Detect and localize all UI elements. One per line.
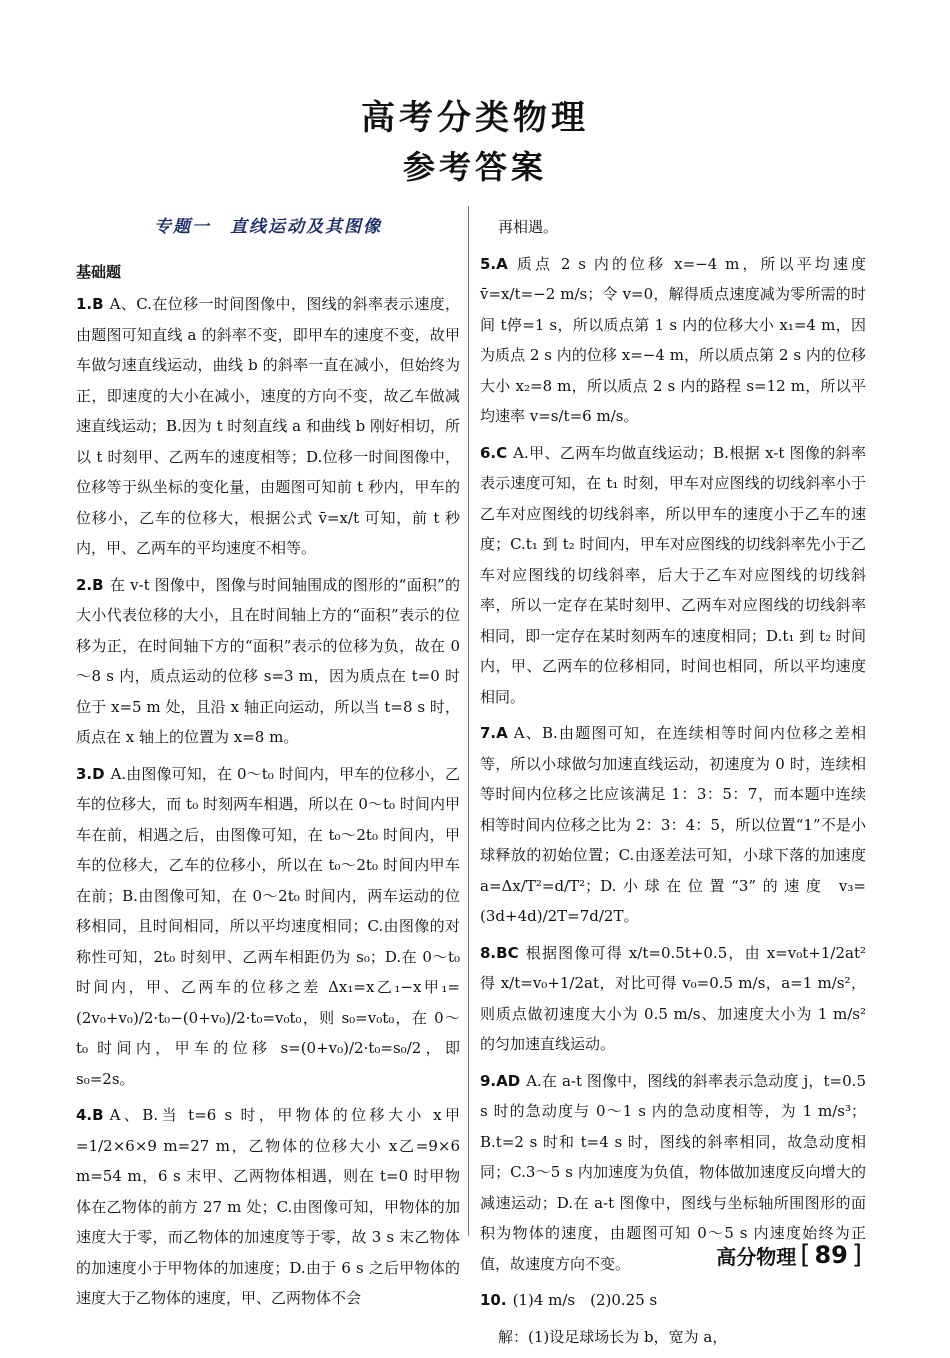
item-text: (1)4 m/s (2)0.25 s [512, 1291, 658, 1309]
item-answer: AD [496, 1071, 521, 1090]
answer-item [76, 289, 460, 564]
footer-bracket-close: ] [851, 1240, 862, 1270]
answer-item [76, 1100, 460, 1314]
item-answer: A [496, 724, 508, 742]
answer-item [480, 718, 866, 932]
item-number: 4. [76, 1106, 93, 1124]
item-answer: C [496, 443, 508, 462]
answer-item [480, 438, 866, 713]
item-number: 10. [480, 1291, 507, 1309]
item-text: A、B.由题图可知，在连续相等时间内位移之差相等，所以小球做匀加速直线运动，初速度为 0 时，连续相等时间内位移之比应该满足 1：3：5：7，而本题中连续相等时间内位移之比为 2：3：4：5，所以位置“1”不是小球释放的初始位置；C.由逐差法可知，小球下落的加速度 a=Δx/T²=d/T²；D.小球在位置“3”的速度 v₃=(3d+4d)/2T=7d/2T。 [480, 724, 866, 925]
item-answer: B [92, 295, 104, 313]
item-number: 3. [76, 764, 93, 783]
item-text: 质点 2 s 内的位移 x=−4 m，所以平均速度 v̄=x/t=−2 m/s；令 v=0，解得质点速度减为零所需的时间 t停=1 s，所以质点第 1 s 内的位移大小 x₁=4 m，因为质点 2 s 内的位移 x=−4 m，所以质点第 2 s 内的位移大小 x₂=8 m，所以质点 2 s 内的路程 s=12 m，所以平均速率 v=s/t=6 m/s。 [480, 254, 866, 425]
section-title: 专题一 直线运动及其图像 [154, 217, 382, 237]
item-answer: B [92, 1106, 104, 1124]
item-number: 8. [480, 943, 497, 962]
footer-label: 高分物理 [716, 1244, 797, 1269]
item-text: A.由图像可知，在 0～t₀ 时间内，甲车的位移小，乙车的位移大，而 t₀ 时刻两车相遇，所以在 0～t₀ 时间内甲车在前，相遇之后，由图像可知，在 t₀～2t₀ 时间内，甲车的位移大，乙车的位移小，所以在 t₀～2t₀ 时间内甲车在前；B.由图像可知，在 0～2t₀ 时间内，两车运动的位移相同，且时间相同，所以平均速度相同；C.由图像的对称性可知，2t₀ 时刻甲、乙两车相距仍为 s₀；D.在 0～t₀ 时间内，甲、乙两车的位移之差 Δx₁=x乙₁−x甲₁=(2v₀+v₀)/2·t₀−(0+v₀)/2·t₀=v₀t₀，则 s₀=v₀t₀，在 0～t₀ 时间内，甲车的位移 s=(0+v₀)/2·t₀=s₀/2，即 s₀=2s。 [76, 764, 460, 1088]
page-footer [716, 1240, 862, 1270]
answer-item [76, 759, 460, 1095]
answer-item [480, 1285, 866, 1316]
answer-item [480, 249, 866, 432]
item-text: A.在 a-t 图像中，图线的斜率表示急动度 j，t=0.5 s 时的急动度与 0～1 s 内的急动度相等，为 1 m/s³；B.t=2 s 时和 t=4 s 时，图线的斜率相同，故急动度相同；C.3～5 s 内加速度为负值，物体做加速度反向增大的减速运动；D.在 a-t 图像中，图线与坐标轴所围图形的面积为物体的速度，由题图可知 0～5 s 内速度始终为正值，故速度方向不变。 [480, 1071, 866, 1273]
item-number: 2. [76, 575, 93, 594]
answer-item [480, 938, 866, 1060]
left-column [76, 212, 460, 1320]
item-number: 1. [76, 295, 93, 313]
item-text: A、B.当 t=6 s 时，甲物体的位移大小 x甲=1/2×6×9 m=27 m，乙物体的位移大小 x乙=9×6 m=54 m，6 s 末甲、乙两物体相遇，则在 t=0 时甲物体在乙物体的前方 27 m 处；C.由图像可知，甲物体的加速度大于零，而乙物体的加速度等于零，故 3 s 末乙物体的加速度小于甲物体的加速度；D.由于 6 s 之后甲物体的速度大于乙物体的速度，甲、乙两物体不会 [76, 1106, 460, 1307]
item-answer: D [92, 764, 105, 783]
item-text: 根据图像可得 x/t=0.5t+0.5，由 x=v₀t+1/2at² 得 x/t=v₀+1/2at，对比可得 v₀=0.5 m/s，a=1 m/s²，则质点做初速度大小为 0.5 m/s、加速度大小为 1 m/s² 的匀加速直线运动。 [480, 943, 866, 1053]
page-subtitle: 参考答案 [402, 148, 547, 186]
item-number: 6. [480, 443, 497, 462]
footer-bracket-open: [ [800, 1240, 811, 1270]
item-number: 7. [480, 724, 497, 742]
item-text: 在 v-t 图像中，图像与时间轴围成的图形的“面积”的大小代表位移的大小，且在时间轴上方的“面积”表示的位移为正，在时间轴下方的“面积”表示的位移为负，故在 0～8 s 内，质点运动的位移 s=3 m，因为质点在 t=0 时位于 x=5 m 处，且沿 x 轴正向运动，所以当 t=8 s 时，质点在 x 轴上的位置为 x=8 m。 [76, 575, 460, 746]
page-number: 89 [814, 1241, 848, 1269]
right-column [480, 212, 866, 1358]
item-answer: BC [496, 943, 519, 962]
item-number: 5. [480, 254, 497, 273]
answer-item [76, 570, 460, 753]
item-text: A.甲、乙两车均做直线运动；B.根据 x-t 图像的斜率表示速度可知，在 t₁ 时刻，甲车对应图线的切线斜率小于乙车对应图线的切线斜率，所以甲车的速度小于乙车的速度；C.t₁ 到 t₂ 时间内，甲车对应图线的切线斜率先小于乙车对应图线的切线斜率，后大于乙车对应图线的切线斜率，所以一定存在某时刻甲、乙两车对应图线的切线斜率相同，即一定存在某时刻两车的速度相同；D.t₁ 到 t₂ 时间内，甲、乙两车的位移相同，时间也相同，所以平均速度相同。 [480, 443, 866, 706]
page-title: 高考分类物理 [361, 98, 589, 138]
solution-text: 解：(1)设足球场长为 b，宽为 a， [498, 1327, 728, 1346]
item-text: A、C.在位移一时间图像中，图线的斜率表示速度，由题图可知直线 a 的斜率不变，即甲车的速度不变，故甲车做匀速直线运动，曲线 b 的斜率一直在减小，但始终为正，即速度的大小在减小，速度的方向不变，故乙车做减速直线运动；B.因为 t 时刻直线 a 和曲线 b 刚好相切，所以 t 时刻甲、乙两车的速度相等；D.位移一时间图像中，位移等于纵坐标的变化量，由题图可知前 t 秒内，甲车的位移小，乙车的位移大，根据公式 v̄=x/t 可知，前 t 秒内，甲、乙两车的平均速度不相等。 [76, 295, 460, 557]
continuation-text: 再相遇。 [498, 218, 559, 236]
column-divider [468, 206, 469, 1236]
item-answer: A [496, 254, 508, 273]
subhead-basic: 基础题 [76, 262, 122, 281]
item-number: 9. [480, 1071, 497, 1090]
item-answer: B [92, 575, 104, 594]
